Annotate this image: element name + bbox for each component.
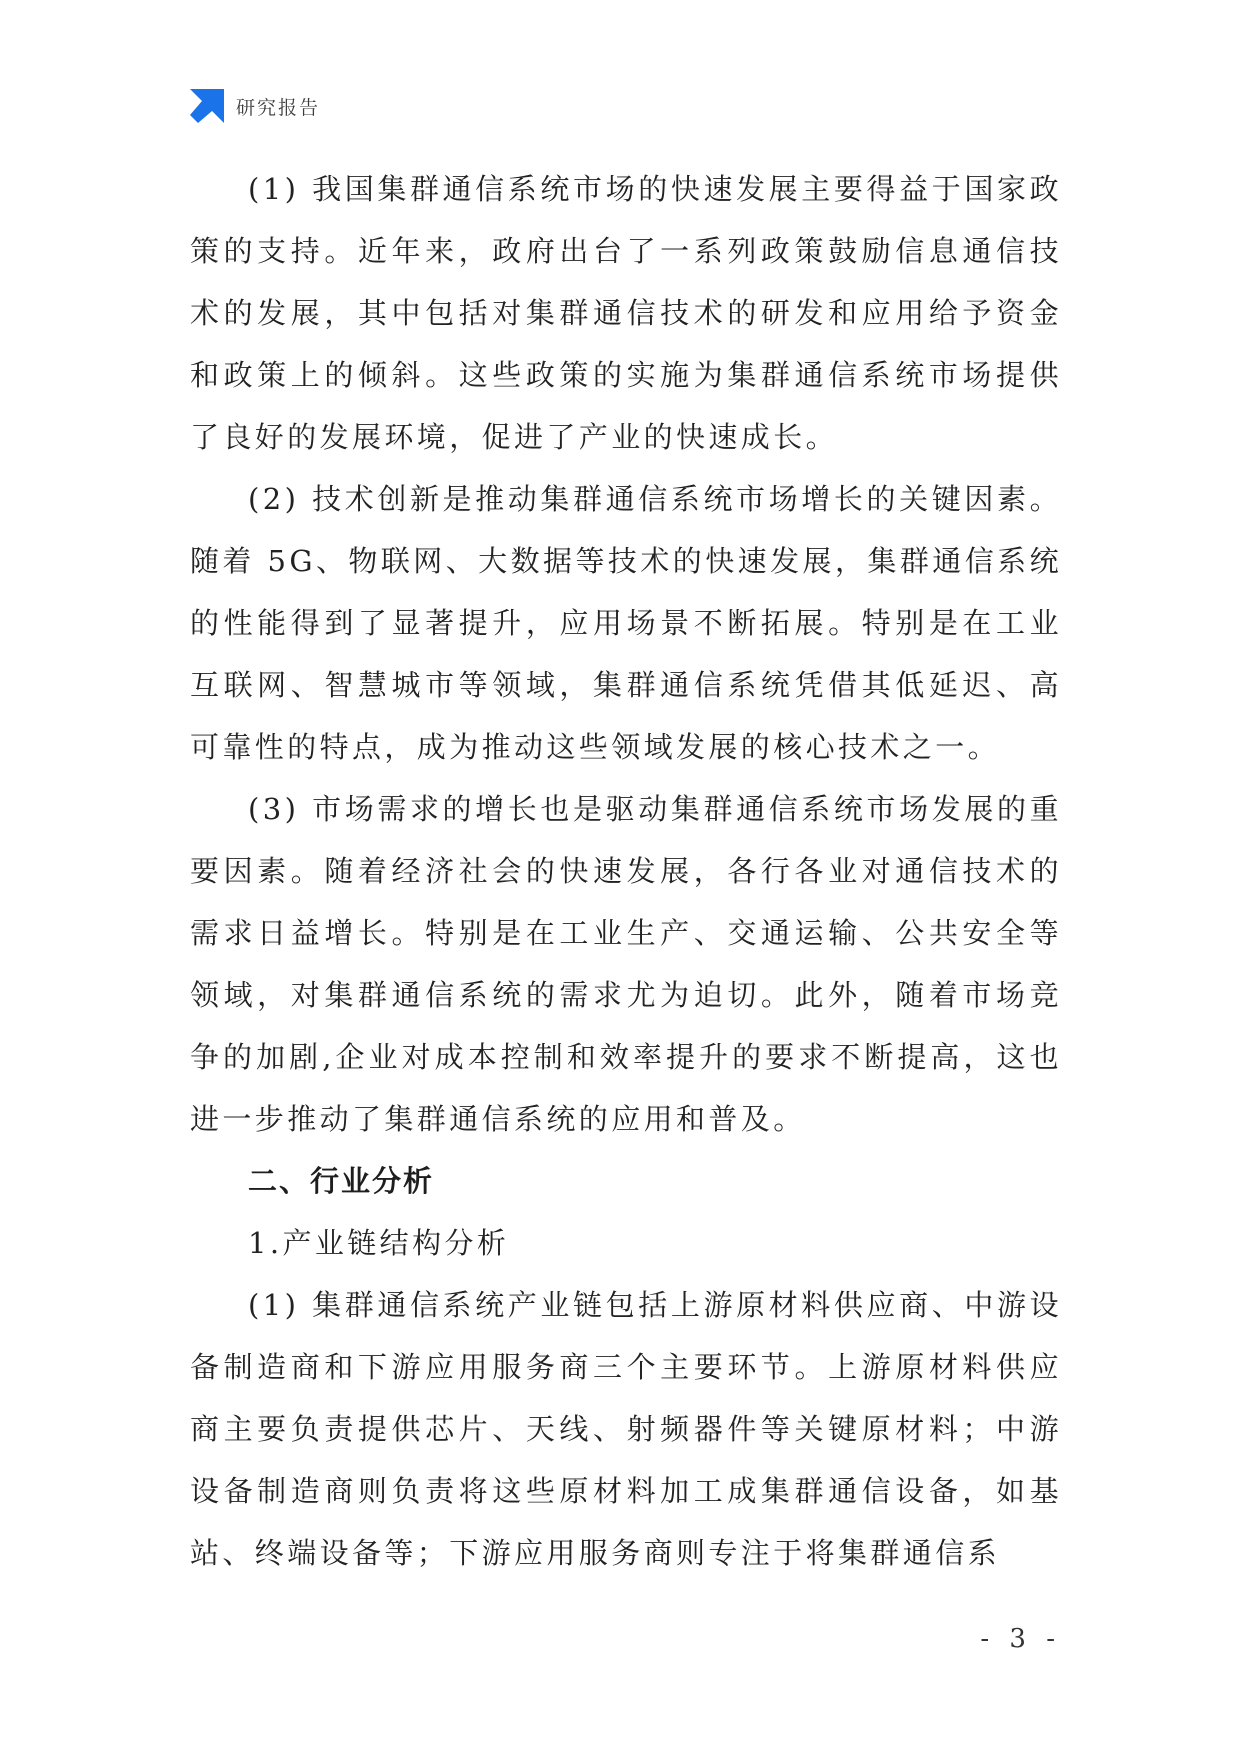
paragraph-industry-chain: (1) 集群通信系统产业链包括上游原材料供应商、中游设备制造商和下游应用服务商三个主要环节。上游原材料供应商主要负责提供芯片、天线、射频器件等关键原材料；中游设备制造商则负责将这些原材料加工成集群通信设备，如基站、终端设备等；下游应用服务商则专注于将集群通信系 (190, 1288, 1062, 1570)
section-heading: 二、行业分析 (248, 1164, 435, 1198)
paragraph-policy-support: (1) 我国集群通信系统市场的快速发展主要得益于国家政策的支持。近年来，政府出台了一系列政策鼓励信息通信技术的发展，其中包括对集群通信技术的研发和应用给予资金和政策上的倾斜。这些政策的实施为集群通信系统市场提供了良好的发展环境，促进了产业的快速成长。 (190, 172, 1062, 454)
arrow-up-right-icon (190, 89, 224, 123)
header-title: 研究报告 (236, 96, 321, 119)
paragraph-market-demand: (3) 市场需求的增长也是驱动集群通信系统市场发展的重要因素。随着经济社会的快速发展，各行各业对通信技术的需求日益增长。特别是在工业生产、交通运输、公共安全等领域，对集群通信系统的需求尤为迫切。此外，随着市场竞争的加剧,企业对成本控制和效率提升的要求不断提高，这也进一步推动了集群通信系统的应用和普及。 (190, 792, 1062, 1136)
page-header (190, 88, 320, 124)
paragraph-tech-innovation: (2) 技术创新是推动集群通信系统市场增长的关键因素。随着 5G、物联网、大数据等技术的快速发展，集群通信系统的性能得到了显著提升，应用场景不断拓展。特别是在工业互联网、智慧城市等领域，集群通信系统凭借其低延迟、高可靠性的特点，成为推动这些领域发展的核心技术之一。 (190, 482, 1062, 764)
subsection-heading: 1.产业链结构分析 (248, 1226, 510, 1260)
document-body (190, 158, 1062, 1584)
page-number: - 3 - (980, 1624, 1061, 1654)
